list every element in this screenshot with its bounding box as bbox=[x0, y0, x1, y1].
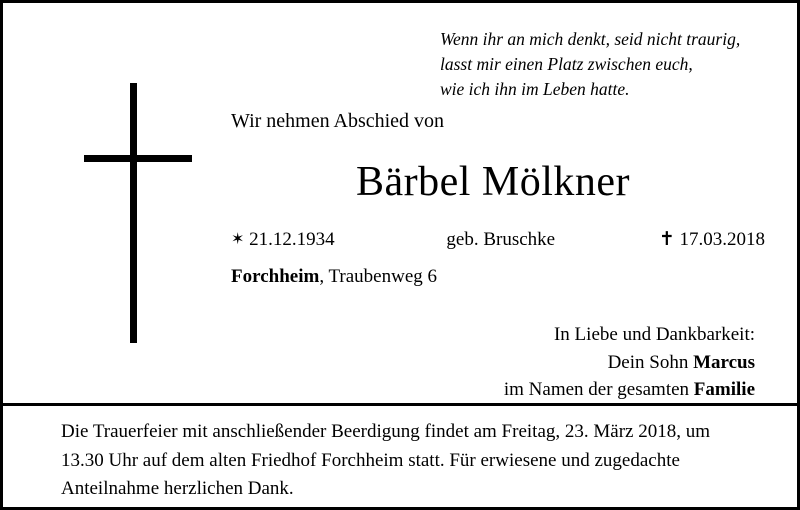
funeral-line-3: Anteilnahme herzlichen Dank. bbox=[61, 478, 294, 499]
family-line-1: In Liebe und Dankbarkeit: bbox=[553, 324, 755, 345]
death-cross-icon: ✝ bbox=[658, 229, 675, 250]
funeral-line-1: Die Trauerfeier mit anschließender Beerdigung findet am Freitag, 23. März 2018, um bbox=[61, 421, 710, 442]
memorial-verse bbox=[440, 27, 780, 102]
verse-line-3: wie ich ihn im Leben hatte. bbox=[440, 78, 630, 99]
verse-line-2: lasst mir einen Platz zwischen euch, bbox=[440, 53, 693, 74]
maiden-name: geb. Bruschke bbox=[446, 229, 556, 250]
birth-date-group bbox=[203, 229, 335, 251]
verse-line-1: Wenn ihr an mich denkt, seid nicht traurig, bbox=[440, 29, 741, 49]
funeral-line-2: 13.30 Uhr auf dem alten Friedhof Forchheim statt. Für erwiesene und zugedachte bbox=[61, 449, 680, 471]
funeral-details bbox=[61, 418, 757, 504]
family-line-2 bbox=[504, 349, 755, 377]
cross-icon bbox=[78, 83, 198, 343]
farewell-intro: Wir nehmen Abschied von bbox=[231, 110, 445, 132]
residence-street: , Traubenweg 6 bbox=[319, 266, 438, 287]
residence-city: Forchheim bbox=[231, 266, 320, 287]
family-line-2-prefix: Dein Sohn bbox=[607, 351, 694, 373]
death-date: 17.03.2018 bbox=[679, 229, 765, 250]
birth-star-icon: ✶ bbox=[231, 231, 245, 248]
death-date-group bbox=[659, 228, 783, 251]
section-divider bbox=[3, 403, 797, 406]
family-line-3-prefix: im Namen der gesamten bbox=[503, 379, 694, 401]
family-word: Familie bbox=[693, 379, 755, 401]
cross-vertical-bar bbox=[130, 83, 137, 343]
family-signature bbox=[504, 321, 755, 404]
deceased-name: Bärbel Mölkner bbox=[355, 159, 631, 205]
family-line-3 bbox=[504, 376, 755, 404]
family-son-name: Marcus bbox=[693, 351, 755, 373]
birth-date: 21.12.1934 bbox=[249, 229, 335, 250]
residence bbox=[231, 266, 437, 288]
life-dates bbox=[203, 228, 783, 251]
cross-horizontal-bar bbox=[84, 155, 192, 162]
